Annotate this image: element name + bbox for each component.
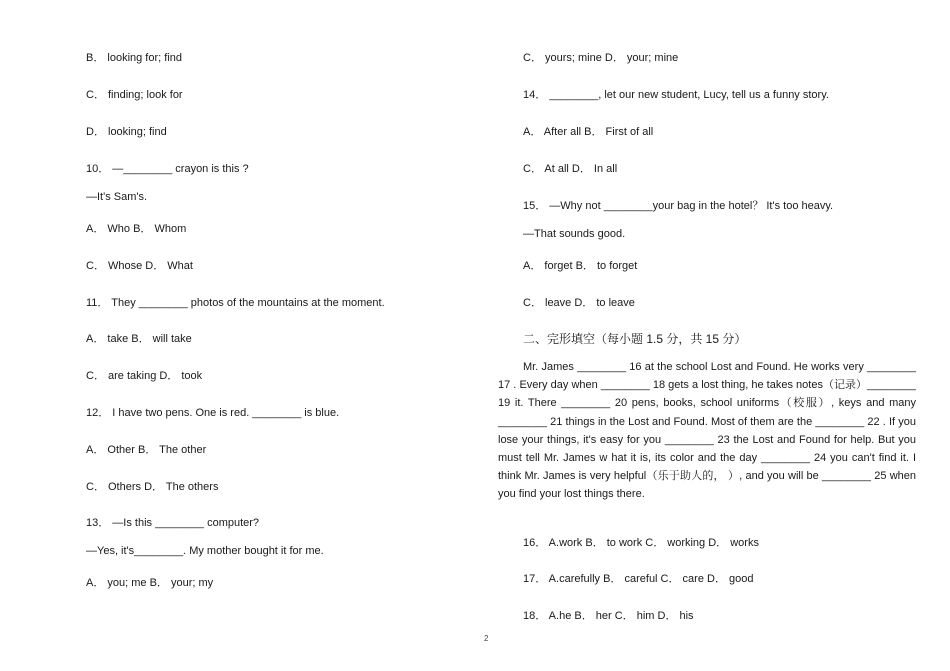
passage-text: Mr. James ________ 16 at the school Lost and Found. He works very ________ 17 . Every day when ________ 18 gets a lost thing, he takes notes（记录）________ 19 it. There ________ 20 pens, books, school uniforms（校服）, keys and many ________ 21 things in the Lost and Found. Most of them are the ________ 22 . If you lose your things, it's easy for you ________ 23 the Lost and Found for help. But you must tell Mr. James w hat it is, its color and the day ________ 24 you can't find it. I think Mr. James is very helpful（乐于助人的， ）, and you will be ________ 25 when you find your lost things there. — [498, 361, 916, 501]
option-line: C． yours; mine D． your; mine — [523, 52, 679, 64]
section-title: 二、完形填空（每小题 1.5 分，共 15 分） — [523, 332, 747, 346]
option-line: A． Who B． Whom — [86, 223, 187, 235]
question-10: 10． —________ crayon is this ? — [86, 163, 249, 175]
question-15: 15． —Why not ________your bag in the hotel？ It's too heavy. — [523, 200, 834, 212]
question-11: 11． They ________ photos of the mountains at the moment. — [86, 297, 385, 309]
cloze-passage — [498, 358, 916, 504]
option-line: D． looking; find — [86, 126, 167, 138]
dialogue-line: —Yes, it's________. My mother bought it for me. — [86, 545, 324, 557]
page-number: 2 — [484, 634, 489, 643]
question-14: 14． ________, let our new student, Lucy, tell us a funny story. — [523, 89, 829, 101]
question-12: 12． I have two pens. One is red. ________ is blue. — [86, 407, 340, 419]
question-13: 13． —Is this ________ computer? — [86, 517, 260, 529]
option-line: C． leave D． to leave — [523, 297, 635, 309]
option-line: C． are taking D． took — [86, 370, 203, 382]
option-line: A． you; me B． your; my — [86, 577, 214, 589]
option-line: C． finding; look for — [86, 89, 183, 101]
option-line: C． Whose D． What — [86, 260, 193, 272]
dialogue-line: —It's Sam's. — [86, 191, 148, 203]
dialogue-line: —That sounds good. — [523, 228, 626, 240]
option-line: C． At all D． In all — [523, 163, 618, 175]
option-line: C． Others D． The others — [86, 481, 219, 493]
option-line: B． looking for; find — [86, 52, 182, 64]
option-line: 16． A.work B． to work C． working D． works — [523, 537, 759, 549]
option-line: A． Other B． The other — [86, 444, 207, 456]
option-line: A． forget B． to forget — [523, 260, 638, 272]
option-line: 17． A.carefully B． careful C． care D． good — [523, 573, 754, 585]
option-line: 18． A.he B． her C． him D． his — [523, 610, 694, 622]
option-line: A． After all B． First of all — [523, 126, 654, 138]
option-line: A． take B． will take — [86, 333, 192, 345]
